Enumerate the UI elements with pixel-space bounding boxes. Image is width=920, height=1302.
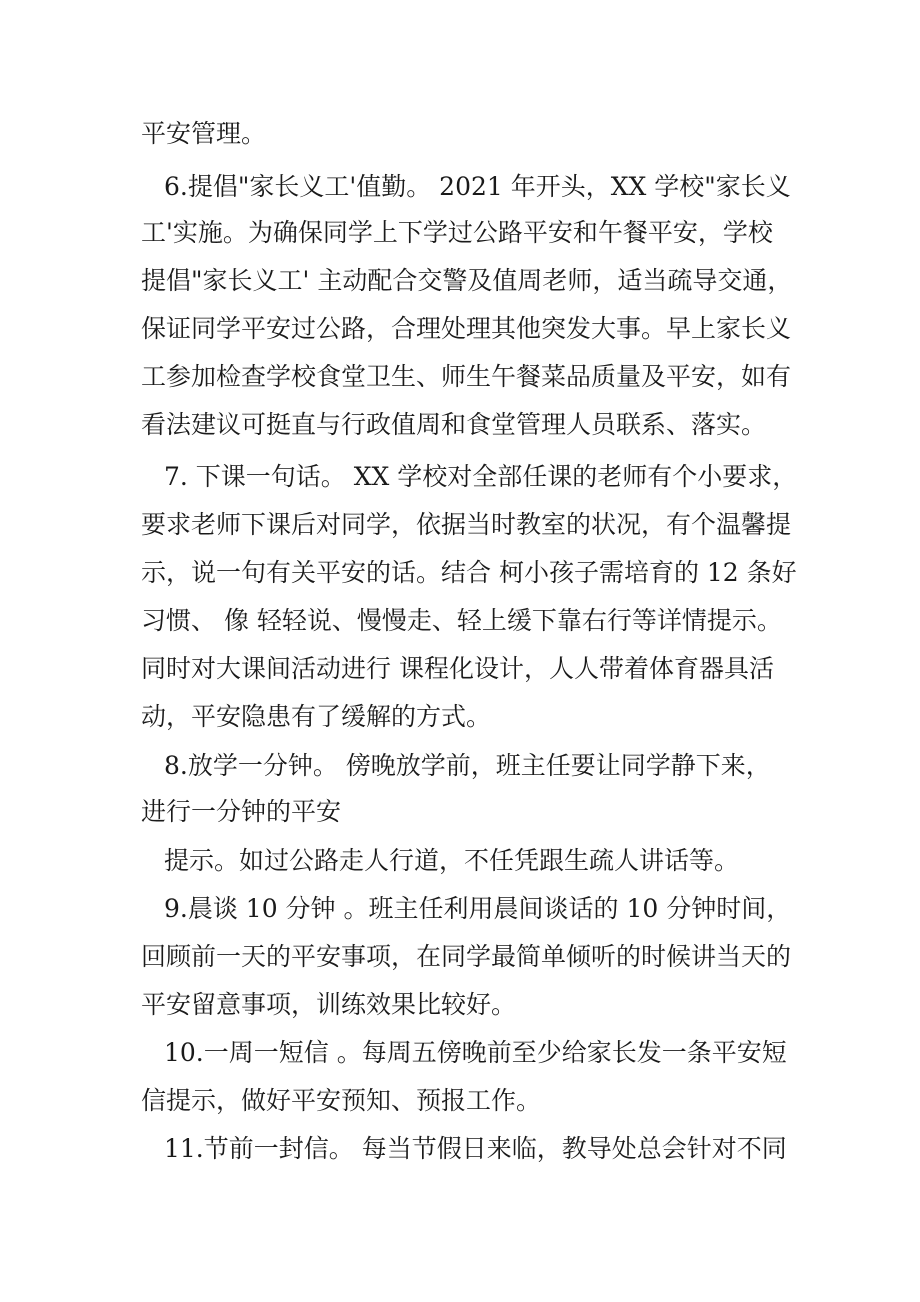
text-line: 工'实施。为确保同学上下学过公路平安和午餐平安，学校 bbox=[141, 218, 773, 247]
text-line: 保证同学平安过公路，合理处理其他突发大事。早上家长义 bbox=[141, 314, 792, 343]
text-line: 同时对大课间活动进行 课程化设计，人人带着体育器具活 bbox=[141, 654, 774, 683]
text-line: 动，平安隐患有了缓解的方式。 bbox=[141, 702, 492, 731]
text-line: 7. 下课一句话。 XX 学校对全部任课的老师有个小要求， bbox=[164, 462, 798, 491]
text-line: 进行一分钟的平安 bbox=[141, 797, 342, 826]
text-line: 平安留意事项，训练效果比较好。 bbox=[141, 990, 517, 1019]
text-line: 11.节前一封信。 每当节假日来临，教导处总会针对不同 bbox=[164, 1134, 787, 1163]
text-line: 10.一周一短信 。每周五傍晚前至少给家长发一条平安短 bbox=[164, 1038, 787, 1067]
text-line: 提示。如过公路走人行道，不任凭跟生疏人讲话等。 bbox=[164, 846, 740, 875]
text-line: 示，说一句有关平安的话。结合 柯小孩子需培育的 12 条好 bbox=[141, 558, 797, 587]
text-line: 要求老师下课后对同学，依据当时教室的状况，有个温馨提 bbox=[141, 510, 792, 539]
text-line: 看法建议可挺直与行政值周和食堂管理人员联系、落实。 bbox=[141, 410, 767, 439]
text-line: 6.提倡"家长义工'值勤。 2021 年开头，XX 学校"家长义 bbox=[164, 172, 791, 201]
text-line: 提倡"家长义工' 主动配合交警及值周老师，适当疏导交通， bbox=[141, 266, 793, 295]
text-line: 8.放学一分钟。 傍晚放学前，班主任要让同学静下来， bbox=[164, 751, 771, 780]
text-line: 平安管理。 bbox=[141, 119, 267, 148]
text-line: 回顾前一天的平安事项，在同学最简单倾听的时候讲当天的 bbox=[141, 942, 792, 971]
text-line: 习惯、 像 轻轻说、慢慢走、轻上缓下靠右行等详情提示。 bbox=[141, 606, 782, 635]
text-line: 9.晨谈 10 分钟 。班主任利用晨间谈话的 10 分钟时间， bbox=[164, 894, 792, 923]
text-line: 信提示，做好平安预知、预报工作。 bbox=[141, 1086, 542, 1115]
text-line: 工参加检查学校食堂卫生、师生午餐菜品质量及平安，如有 bbox=[141, 362, 792, 391]
